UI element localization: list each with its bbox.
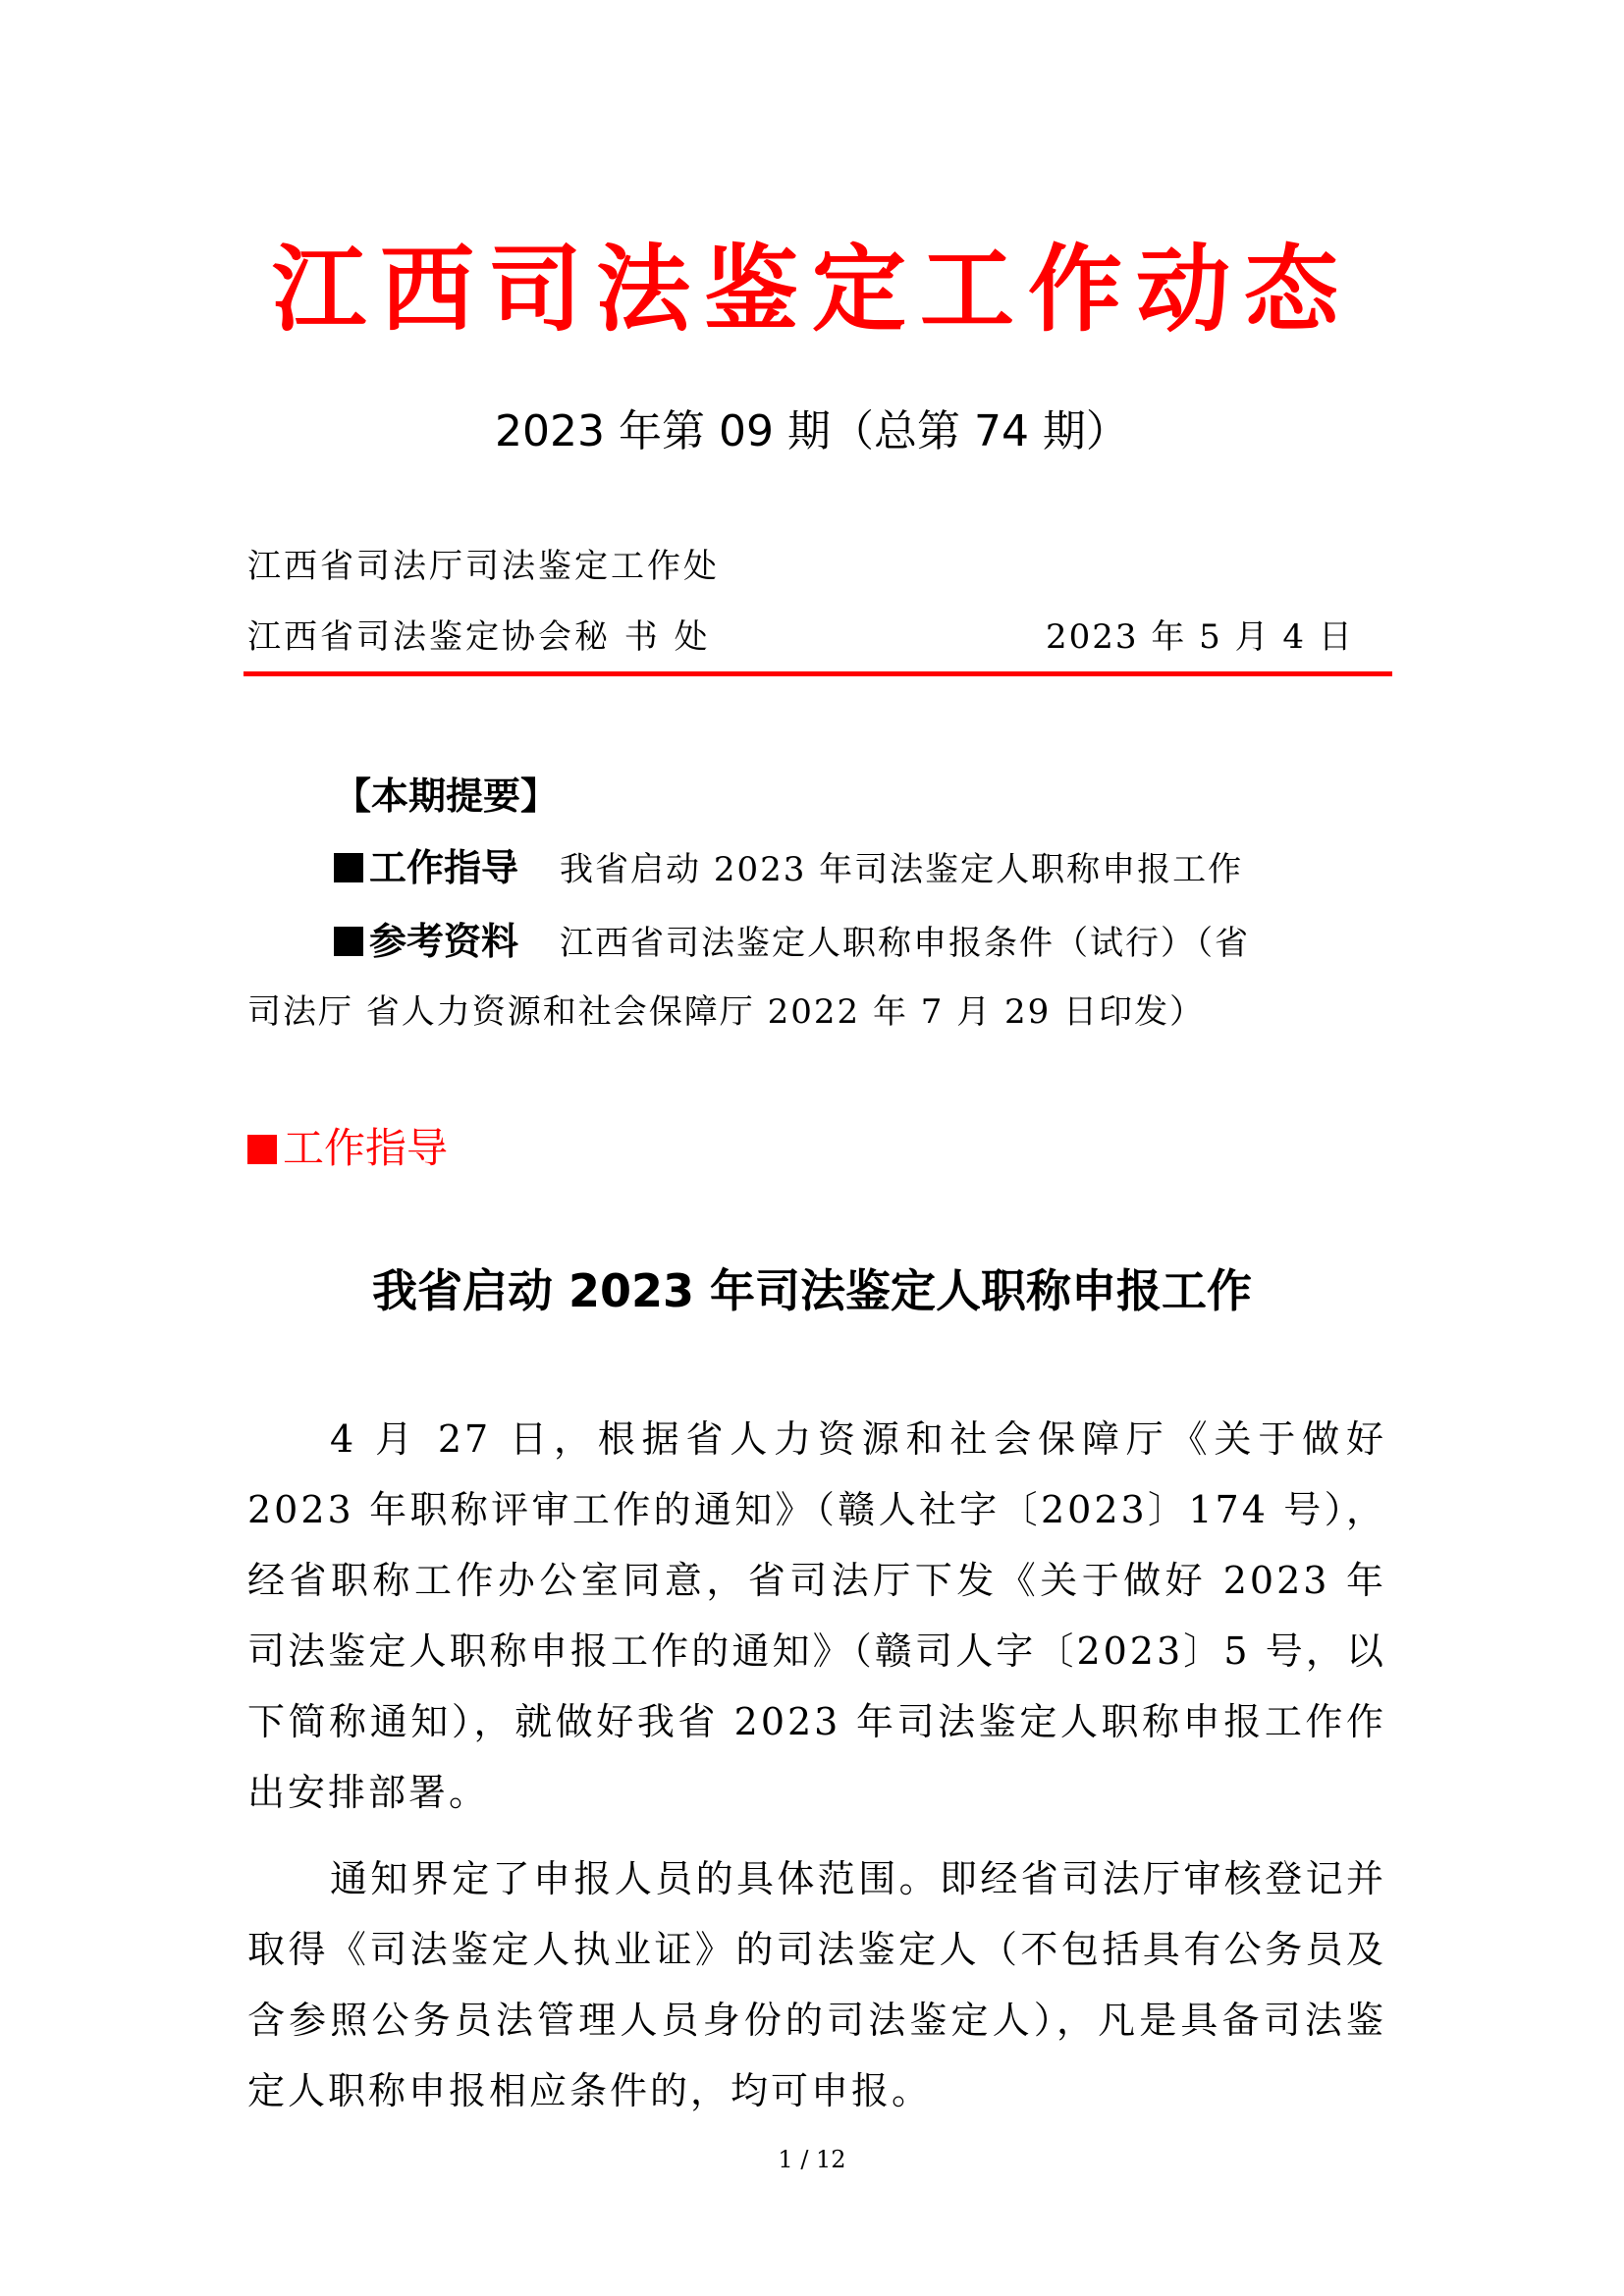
header-divider	[244, 671, 1392, 676]
summary-item-label: 参考资料	[369, 920, 519, 963]
masthead-title: 江西司法鉴定工作动态	[272, 234, 1352, 345]
summary-item-text: 江西省司法鉴定人职称申报条件（试行）（省	[560, 924, 1251, 963]
article-title: 我省启动 2023 年司法鉴定人职称申报工作	[371, 1264, 1253, 1317]
summary-item	[334, 842, 1243, 895]
publisher-department: 江西省司法厅司法鉴定工作处	[247, 547, 720, 586]
page-number: 1 / 12	[778, 2146, 846, 2173]
publish-date: 2023 年 5 月 4 日	[1046, 617, 1354, 657]
summary-heading: 【本期提要】	[334, 774, 559, 818]
black-square-icon	[334, 927, 363, 956]
article-paragraph: 4 月 27 日，根据省人力资源和社会保障厅《关于做好 2023 年职称评审工作的通知》（赣人社字〔2023〕174 号），经省职称工作办公室同意，省司法厅下发《关于做好 2023 年司法鉴定人职称申报工作的通知》（赣司人字〔2023〕5 号，以下简称通知），就做好我省 2023 年司法鉴定人职称申报工作作出安排部署。	[247, 1417, 1386, 1814]
article-paragraph: 通知界定了申报人员的具体范围。即经省司法厅审核登记并取得《司法鉴定人执业证》的司法鉴定人（不包括具有公务员及含参照公务员法管理人员身份的司法鉴定人），凡是具备司法鉴定人职称申报相应条件的，均可申报。	[247, 1857, 1386, 2112]
section-heading-label: 工作指导	[283, 1124, 449, 1172]
issue-number: 2023 年第 09 期（总第 74 期）	[495, 406, 1129, 456]
summary-item-label: 工作指导	[369, 846, 519, 889]
red-square-icon	[247, 1135, 277, 1164]
summary-item-continuation-text: 司法厅 省人力资源和社会保障厅 2022 年 7 月 29 日印发）	[247, 992, 1206, 1032]
publisher-association: 江西省司法鉴定协会秘 书 处	[247, 617, 711, 657]
black-square-icon	[334, 853, 363, 882]
section-heading	[247, 1121, 448, 1176]
summary-item-continuation	[247, 987, 1205, 1038]
summary-item	[334, 916, 1250, 969]
summary-item-text: 我省启动 2023 年司法鉴定人职称申报工作	[560, 850, 1244, 889]
